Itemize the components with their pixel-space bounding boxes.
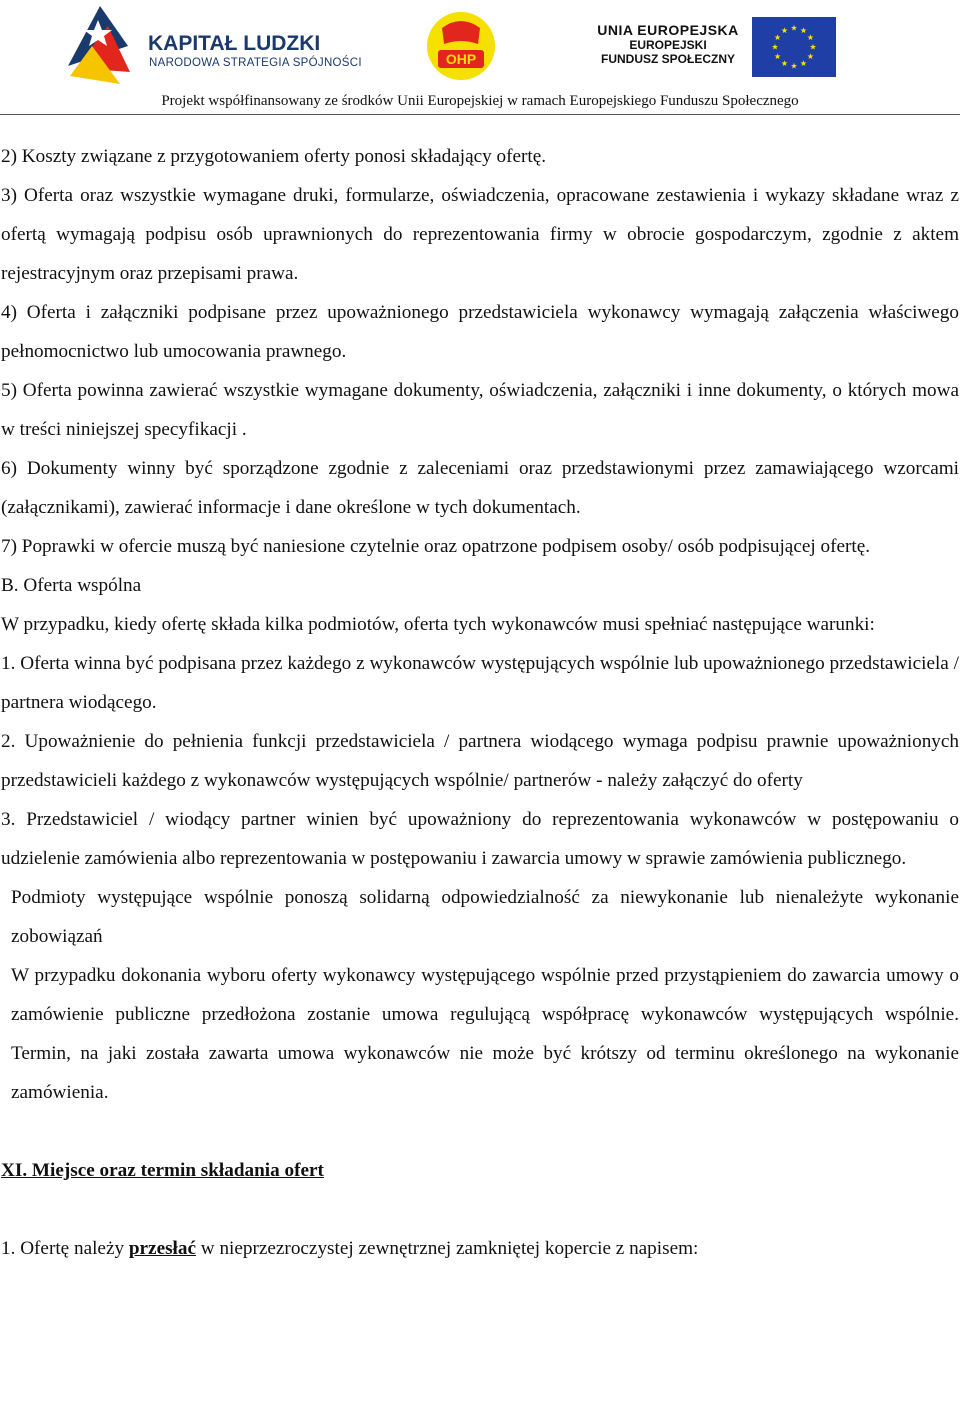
paragraph: W przypadku dokonania wyboru oferty wykonawcy występującego wspólnie przed przystąpieniem do zawarcia umowy o zamówienie publiczne przedłożona zostanie umowa regulującą współpracę wykonawców występujących wspólnie. Termin, na jaki została zawarta umowa wykonawców nie może być krótszy od terminu określonego na wykonanie zamówienia. [11,965,959,1103]
list-item [1,1229,959,1268]
kapital-ludzki-title: KAPITAŁ LUDZKI [148,32,321,55]
list-item: 1. Oferta winna być podpisana przez każdego z wykonawców występujących wspólnie lub upoważnionego przedstawiciela / partnera wiodącego. [1,653,959,713]
kapital-ludzki-subtitle: NARODOWA STRATEGIA SPÓJNOŚCI [149,57,362,69]
paragraph: W przypadku, kiedy ofertę składa kilka podmiotów, oferta tych wykonawców musi spełniać następujące warunki: [1,614,875,635]
list-item: 3. Przedstawiciel / wiodący partner winien być upoważniony do reprezentowania wykonawców w postępowaniu o udzielenie zamówienia albo reprezentowania w postępowaniu i zawarcia umowy w sprawie zamówienia publicznego. [1,809,959,869]
last-line-after: w nieprzezroczystej zewnętrznej zamkniętej kopercie z napisem: [196,1238,699,1259]
eu-flag-logo [752,17,836,77]
header-divider [0,114,960,115]
section-heading: XI. Miejsce oraz termin składania ofert [1,1160,324,1181]
emphasis-text: przesłać [128,1238,196,1259]
eu-subtitle-line2: FUNDUSZ SPOŁECZNY [600,52,735,66]
paragraph: 6) Dokumenty winny być sporządzone zgodnie z zaleceniami oraz przedstawionymi przez zamawiającego wzorcami (załącznikami), zawierać informacje i dane określone w tych dokumentach. [1,458,959,518]
last-line-before: 1. Ofertę należy [1,1238,129,1259]
eu-text-block [588,22,748,66]
eu-title: UNIA EUROPEJSKA [597,22,739,38]
page-header [0,0,960,118]
paragraph: 7) Poprawki w ofercie muszą być naniesione czytelnie oraz opatrzone podpisem osoby/ osób podpisującej ofertę. [1,536,871,557]
paragraph: 2) Koszty związane z przygotowaniem oferty ponosi składający ofertę. [1,146,547,167]
ohp-logo [420,10,502,82]
paragraph: Podmioty występujące wspólnie ponoszą solidarną odpowiedzialność za niewykonanie lub nienależyte wykonanie zobowiązań [11,887,959,947]
header-caption: Projekt współfinansowany ze środków Unii Europejskiej w ramach Europejskiego Funduszu Społecznego [161,93,799,109]
paragraph: 3) Oferta oraz wszystkie wymagane druki, formularze, oświadczenia, opracowane zestawienia i wykazy składane wraz z ofertą wymagają podpisu osób uprawnionych do reprezentowania firmy w obrocie gospodarczym, zgodnie z aktem rejestracyjnym oraz przepisami prawa. [1,185,959,284]
list-item: 2. Upoważnienie do pełnienia funkcji przedstawiciela / partnera wiodącego wymaga podpisu prawnie upoważnionych przedstawicieli każdego z wykonawców występujących wspólnie/ partnerów - należy załączyć do oferty [1,731,959,791]
ohp-logo-text: OHP [445,51,477,67]
paragraph: 4) Oferta i załączniki podpisane przez upoważnionego przedstawiciela wykonawcy wymagają załączenia właściwego pełnomocnictwo lub umocowania prawnego. [1,302,959,362]
eu-subtitle-line1: EUROPEJSKI [629,38,707,52]
subsection-title: B. Oferta wspólna [1,575,142,596]
document-body [1,137,959,1268]
paragraph: 5) Oferta powinna zawierać wszystkie wymagane dokumenty, oświadczenia, załączniki i inne dokumenty, o których mowa w treści niniejszej specyfikacji . [1,380,959,440]
spacer [1,1190,959,1229]
